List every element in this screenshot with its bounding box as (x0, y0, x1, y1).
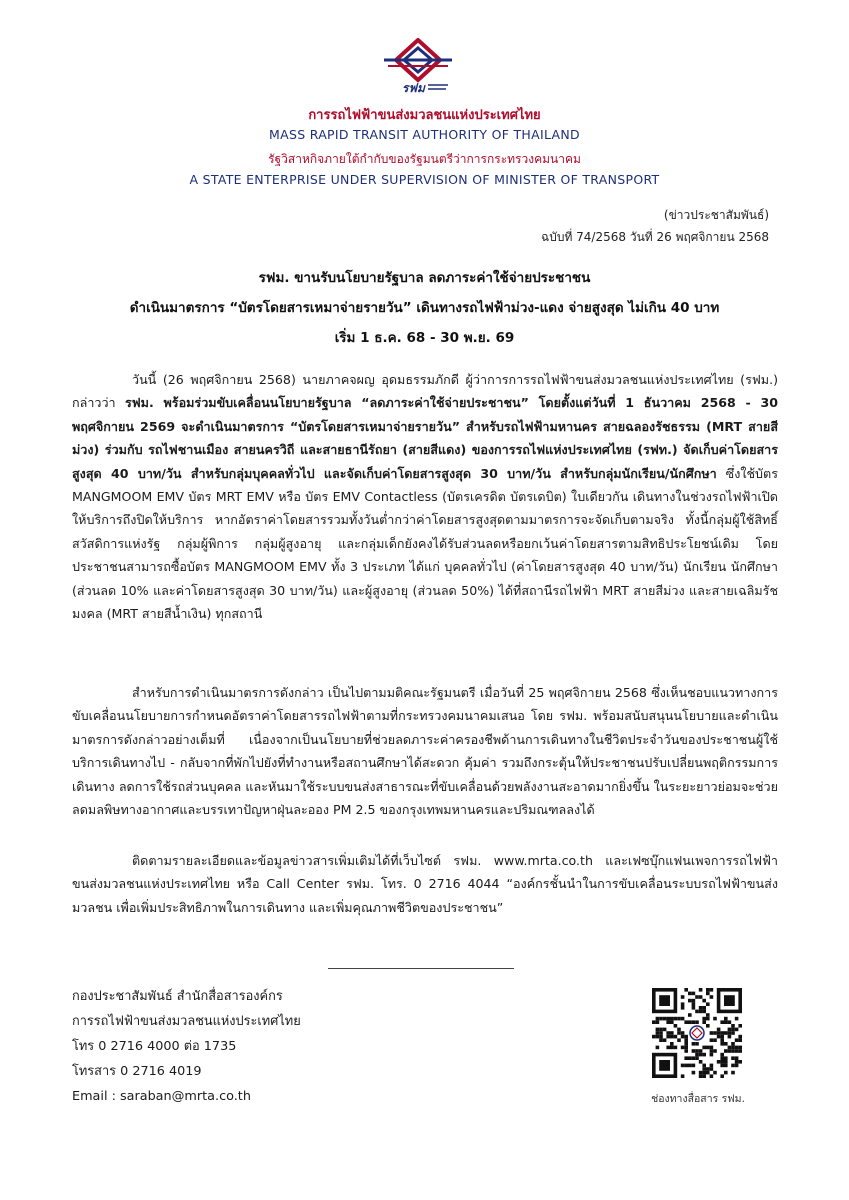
paragraph-3 (72, 849, 778, 919)
paragraph-1 (72, 368, 778, 625)
supervision-en: A STATE ENTERPRISE UNDER SUPERVISION OF MINISTER OF TRANSPORT (189, 172, 660, 187)
paragraph-1-details: ซึ่งใช้บัตร MANGMOOM EMV บัตร MRT EMV หรือ บัตร EMV Contactless (บัตรเครดิต บัตรเดบิต) ใบเดียวกัน เดินทางในช่วงรถไฟฟ้าเปิดให้บริการถึงปิดให้บริการ หากอัตราค่าโดยสารรวมทั้งวันต่ำกว่าค่าโดยสารสูงสุดตามมาตรการจะจัดเก็บตามจริง ทั้งนี้กลุ่มผู้ใช้สิทธิ์สวัสดิการแห่งรัฐ กลุ่มผู้พิการ กลุ่มผู้สูงอายุ และกลุ่มเด็กยังคงได้รับส่วนลดหรือยกเว้นค่าโดยสารตามสิทธิประโยชน์เดิม โดยประชาชนสามารถซื้อบัตร MANGMOOM EMV ทั้ง 3 ประเภท ได้แก่ บุคคลทั่วไป (ค่าโดยสารสูงสุด 40 บาท/วัน) นักเรียน นักศึกษา (ส่วนลด 10% และค่าโดยสารสูงสุด 30 บาท/วัน) และผู้สูงอายุ (ส่วนลด 50%) ได้ที่สถานีรถไฟฟ้า MRT สายสีม่วง และสายเฉลิมรัชมงคล (MRT สายสีน้ำเงิน) ทุกสถานี (72, 465, 778, 622)
qr-caption: ช่องทางสื่อสาร รฟม. (651, 1093, 745, 1105)
news-tag: (ข่าวประชาสัมพันธ์) (663, 208, 769, 222)
contact-fax: โทรสาร 0 2716 4019 (72, 1064, 202, 1079)
paragraph-3-text: ติดตามรายละเอียดและข้อมูลข่าวสารเพิ่มเติมได้ที่เว็บไซต์ รฟม. www.mrta.co.th และเฟซบุ๊กแฟนเพจการรถไฟฟ้าขนส่งมวลชนแห่งประเทศไทย หรือ Call Center รฟม. โทร. 0 2716 4044 “องค์กรชั้นนำในการขับเคลื่อนระบบรถไฟฟ้าขนส่งมวลชน เพื่อเพิ่มประสิทธิภาพในการเดินทาง และเพิ่มคุณภาพชีวิตของประชาชน” (72, 853, 778, 915)
headline-line-2: ดำเนินมาตรการ “บัตรโดยสารเหมาจ่ายรายวัน” เดินทางรถไฟฟ้าม่วง-แดง จ่ายสูงสุด ไม่เกิน 40 บาท (129, 300, 720, 316)
org-name-th: การรถไฟฟ้าขนส่งมวลชนแห่งประเทศไทย (308, 108, 541, 123)
paragraph-2 (72, 681, 778, 821)
qr-code-icon[interactable] (652, 988, 742, 1078)
paragraph-2-text: สำหรับการดำเนินมาตรการดังกล่าว เป็นไปตามมติคณะรัฐมนตรี เมื่อวันที่ 25 พฤศจิกายน 2568 ซึ่งเห็นชอบแนวทางการขับเคลื่อนนโยบายการกำหนดอัตราค่าโดยสารรถไฟฟ้าตามที่กระทรวงคมนาคมเสนอ โดย รฟม. พร้อมสนับสนุนนโยบายและดำเนินมาตรการดังกล่าวอย่างเต็มที่ เนื่องจากเป็นนโยบายที่ช่วยลดภาระค่าครองชีพด้านการเดินทางในชีวิตประจำวันของประชาชนผู้ใช้บริการเดินทางไป - กลับจากที่พักไปยังที่ทำงานหรือสถานศึกษาได้สะดวก คุ้มค่า รวมถึงกระตุ้นให้ประชาชนปรับเปลี่ยนพฤติกรรมการเดินทาง ลดการใช้รถส่วนบุคคล และหันมาใช้ระบบขนส่งสาธารณะที่ขับเคลื่อนด้วยพลังงานสะอาดมากยิ่งขึ้น ในระยะยาวย่อมจะช่วยลดมลพิษทางอากาศและบรรเทาปัญหาฝุ่นละออง PM 2.5 ของกรุงเทพมหานครและปริมณฑลลงได้ (72, 685, 778, 818)
headline-line-3: เริ่ม 1 ธ.ค. 68 - 30 พ.ย. 69 (334, 330, 515, 346)
logo-text: รฟม (402, 81, 425, 94)
headline-line-1: รฟม. ขานรับนโยบายรัฐบาล ลดภาระค่าใช้จ่ายประชาชน (258, 270, 591, 286)
contact-department: กองประชาสัมพันธ์ สำนักสื่อสารองค์กร (72, 989, 283, 1004)
divider (328, 968, 514, 969)
supervision-th: รัฐวิสาหกิจภายใต้กำกับของรัฐมนตรีว่าการกระทรวงคมนาคม (268, 152, 581, 166)
contact-block (72, 984, 301, 1109)
contact-email[interactable]: Email : saraban@mrta.co.th (72, 1089, 251, 1104)
paragraph-1-intro: วันนี้ (26 พฤศจิกายน 2568) นายภาคจผญ อุดมธรรมภักดี ผู้ว่าการการรถไฟฟ้าขนส่งมวลชนแห่งประเทศไทย (รฟม.) กล่าวว่า (72, 372, 778, 411)
org-name-en: MASS RAPID TRANSIT AUTHORITY OF THAILAND (269, 127, 580, 142)
paragraph-1-highlight: รฟม. พร้อมร่วมขับเคลื่อนนโยบายรัฐบาล “ลดภาระค่าใช้จ่ายประชาชน” โดยตั้งแต่วันที่ 1 ธันวาคม 2568 - 30 พฤศจิกายน 2569 จะดำเนินมาตรการ “บัตรโดยสารเหมาจ่ายรายวัน” สำหรับรถไฟฟ้ามหานคร สายฉลองรัชธรรม (MRT สายสีม่วง) ร่วมกับ รถไฟชานเมือง สายนครวิถี และสายธานีรัถยา (สายสีแดง) ของการรถไฟแห่งประเทศไทย (รฟท.) จัดเก็บค่าโดยสารสูงสุด 40 บาท/วัน สำหรับกลุ่มบุคคลทั่วไป และจัดเก็บค่าโดยสารสูงสุด 30 บาท/วัน สำหรับกลุ่มนักเรียน/นักศึกษา (72, 395, 778, 481)
issue-number: ฉบับที่ 74/2568 วันที่ 26 พฤศจิกายน 2568 (541, 230, 769, 244)
contact-phone: โทร 0 2716 4000 ต่อ 1735 (72, 1039, 237, 1054)
contact-organization: การรถไฟฟ้าขนส่งมวลชนแห่งประเทศไทย (72, 1014, 301, 1029)
mrta-logo-icon (378, 38, 458, 94)
